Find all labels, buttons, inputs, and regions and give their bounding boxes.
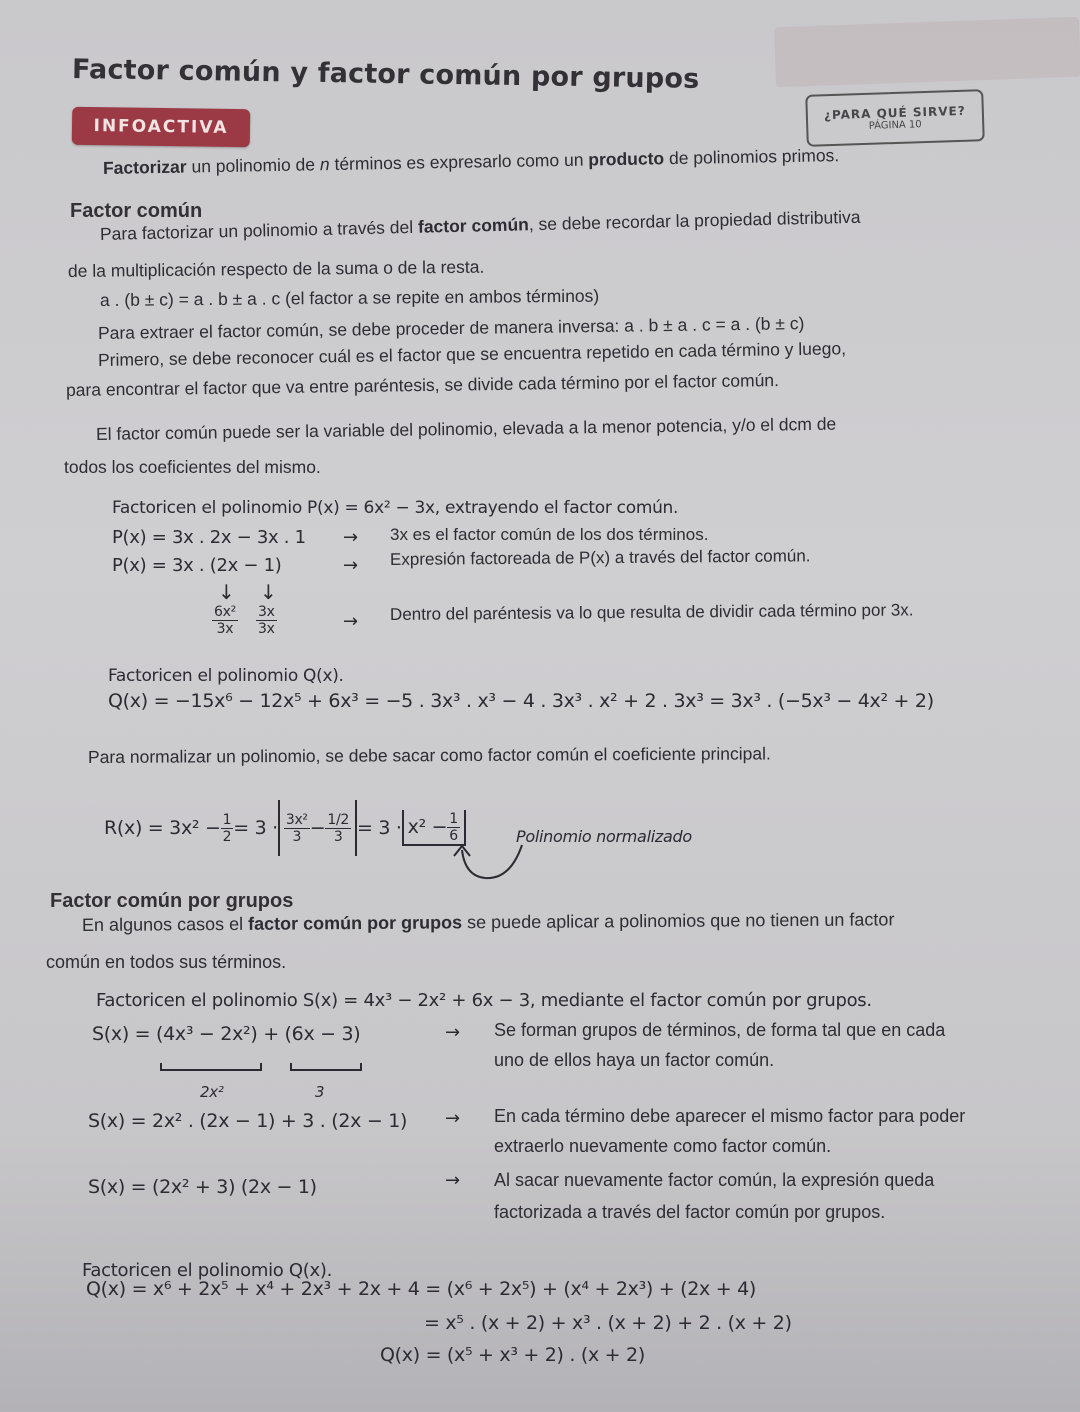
denominator: 3x	[258, 621, 275, 637]
factor-comun-paragraph-1	[100, 207, 861, 245]
example-p-step-2-expr: P(x) = 3x . (2x − 1)	[112, 555, 282, 576]
example-s-step-2-expr: S(x) = 2x² . (2x − 1) + 3 . (2x − 1)	[88, 1110, 408, 1132]
intro-text: términos es expresarlo como un	[329, 149, 589, 175]
denominator: 3	[292, 828, 302, 845]
expr-text: = 3 ·	[357, 817, 402, 839]
example-s-step-2-note-line1: En cada término debe aparecer el mismo factor para poder	[494, 1106, 966, 1126]
section-heading-factor-comun: Factor común	[70, 200, 203, 222]
arrow-right-icon: →	[445, 1108, 461, 1129]
numerator: 1	[449, 810, 458, 827]
denominator: 3x	[216, 621, 234, 637]
minus-sign: −	[309, 817, 326, 839]
polinomio-normalizado-label: Polinomio normalizado	[516, 827, 692, 846]
numerator: 3x	[258, 604, 275, 620]
example-p-step-2-note: Expresión factoreada de P(x) a través del factor común.	[389, 546, 811, 569]
example-s-step-1-note-line1: Se forman grupos de términos, de forma tal que en cada	[494, 1020, 946, 1040]
curved-arrow-icon	[440, 840, 530, 885]
text: se puede aplicar a polinomios que no tienen un factor	[462, 909, 895, 933]
text: En algunos casos el	[81, 913, 249, 935]
example-s-step-3-expr: S(x) = (2x² + 3) (2x − 1)	[88, 1176, 317, 1198]
example-q2-line-2: = x⁵ . (x + 2) + x³ . (x + 2) + 2 . (x + 2)	[424, 1312, 792, 1334]
example-p-step-1-expr: P(x) = 3x . 2x − 3x . 1	[112, 527, 306, 548]
factor-grupos-paragraph-line2: común en todos sus términos.	[46, 952, 287, 972]
example-p-prompt: Factoricen el polinomio P(x) = 6x² − 3x, extrayendo el factor común.	[112, 498, 679, 518]
denominator: 2	[222, 828, 232, 845]
example-s-step-2-note-line2: extraerlo nuevamente como factor común.	[494, 1136, 832, 1156]
arrow-right-icon: →	[445, 1170, 461, 1191]
bold-term: factor común	[417, 214, 530, 237]
intro-text: un polinomio de	[186, 154, 321, 177]
normalizar-paragraph: Para normalizar un polinomio, se debe sacar como factor común el coeficiente principal.	[87, 743, 771, 767]
factor-comun-paragraph-2-line2: Primero, se debe reconocer cuál es el factor que se encuentra repetido en cada término y luego,	[97, 338, 847, 370]
example-q1-prompt: Factoricen el polinomio Q(x).	[108, 666, 344, 686]
group-bracket-1	[160, 1063, 262, 1071]
normalizar-expression	[104, 800, 466, 856]
faded-header-banner	[774, 17, 1080, 88]
parenthesized-group	[278, 800, 357, 856]
example-s-step-3-note-line2: factorizada a través del factor común por grupos.	[494, 1202, 886, 1222]
example-q2-line-1: Q(x) = x⁶ + 2x⁵ + x⁴ + 2x³ + 2x + 4 = (x⁶ + 2x⁵) + (x⁴ + 2x³) + (2x + 4)	[86, 1278, 756, 1300]
text: , se debe recordar la propiedad distributiva	[528, 206, 861, 235]
arrow-right-icon: →	[445, 1022, 461, 1043]
example-p-step-1-note: 3x es el factor común de los dos términos.	[390, 525, 709, 544]
arrow-right-icon: →	[343, 555, 359, 576]
intro-text: de polinomios primos.	[663, 145, 840, 169]
factor-comun-paragraph-3-line1: El factor común puede ser la variable del polinomio, elevada a la menor potencia, y/o el dcm de	[95, 413, 837, 444]
arrow-down-icon: ↓	[260, 580, 277, 604]
example-q2-result: Q(x) = (x⁵ + x³ + 2) . (x + 2)	[380, 1344, 645, 1366]
factor-comun-paragraph-2-line3: para encontrar el factor que va entre paréntesis, se divide cada término por el factor común.	[65, 370, 780, 400]
fraction-6x2-over-3x	[212, 604, 238, 637]
expr-text: x² −	[407, 816, 448, 838]
denominator: 3	[333, 828, 343, 845]
para-que-sirve-box[interactable]	[805, 89, 985, 147]
group-bracket-2	[290, 1063, 362, 1071]
numerator: 1/2	[327, 811, 350, 828]
factor-comun-paragraph-1-line2: de la multiplicación respecto de la suma o de la resta.	[67, 256, 485, 281]
example-s-step-3-note-line1: Al sacar nuevamente factor común, la expresión queda	[494, 1170, 935, 1190]
expr-text: R(x) = 3x² −	[104, 817, 221, 839]
numerator: 3x²	[285, 811, 308, 828]
fraction-3x-over-3x	[256, 604, 277, 637]
arrow-right-icon: →	[343, 611, 359, 632]
numerator: 6x²	[214, 604, 236, 620]
arrow-right-icon: →	[343, 527, 359, 548]
page-reference: PÁGINA 10	[868, 118, 922, 132]
example-p-division-note: Dentro del paréntesis va lo que resulta de dividir cada término por 3x.	[389, 600, 914, 624]
intro-bold-term: Factorizar	[102, 156, 187, 178]
page-title: Factor común y factor común por grupos	[71, 54, 700, 95]
example-s-prompt: Factoricen el polinomio S(x) = 4x³ − 2x² + 6x − 3, mediante el factor común por grupos.	[96, 990, 872, 1011]
factor-comun-paragraph-2-line1: Para extraer el factor común, se debe proceder de manera inversa: a . b ± a . c = a . (b ± c)	[97, 313, 805, 343]
intro-paragraph	[103, 145, 840, 179]
example-s-step-1-expr: S(x) = (4x³ − 2x²) + (6x − 3)	[92, 1023, 361, 1045]
bold-term: factor común por grupos	[248, 912, 463, 934]
example-s-step-1-note-line2: uno de ellos haya un factor común.	[494, 1050, 775, 1070]
group-factor-2x2: 2x²	[200, 1083, 224, 1101]
denominator: 6	[449, 827, 458, 844]
numerator: 1	[222, 811, 232, 828]
factor-comun-paragraph-3-line2: todos los coeficientes del mismo.	[64, 457, 321, 477]
distributive-formula: a . (b ± c) = a . b ± a . c (el factor a se repite en ambos términos)	[99, 285, 600, 310]
intro-bold-producto: producto	[588, 148, 665, 170]
example-q2-prompt: Factoricen el polinomio Q(x).	[82, 1260, 333, 1281]
example-q1-expression: Q(x) = −15x⁶ − 12x⁵ + 6x³ = −5 . 3x³ . x³ − 4 . 3x³ . x² + 2 . 3x³ = 3x³ . (−5x³ − 4x² + 2)	[108, 690, 934, 712]
section-heading-factor-comun-por-grupos: Factor común por grupos	[50, 890, 294, 912]
text: Para factorizar un polinomio a través del	[99, 216, 419, 244]
infoactiva-badge: INFOACTIVA	[72, 107, 251, 147]
factor-grupos-paragraph	[82, 909, 895, 936]
para-que-sirve-label: ¿PARA QUÉ SIRVE?	[823, 103, 966, 122]
expr-text: = 3 ·	[233, 817, 278, 839]
group-factor-3: 3	[315, 1083, 325, 1101]
arrow-down-icon: ↓	[218, 580, 235, 604]
intro-n: n	[319, 154, 330, 175]
